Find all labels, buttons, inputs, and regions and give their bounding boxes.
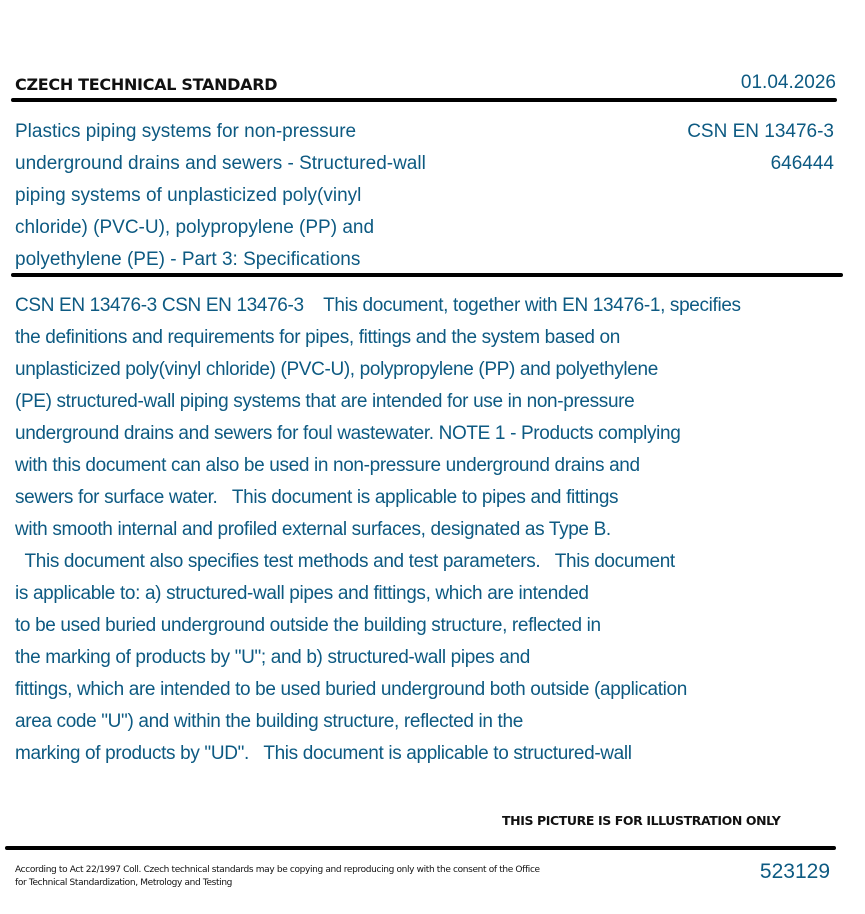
abstract-line: is applicable to: a) structured-wall pipes and fittings, which are intended bbox=[15, 583, 589, 604]
abstract-line: with smooth internal and profiled external surfaces, designated as Type B. bbox=[15, 519, 611, 540]
abstract-line: marking of products by "UD". This document is applicable to structured-wall bbox=[15, 743, 632, 764]
abstract-line: the definitions and requirements for pipes, fittings and the system based on bbox=[15, 327, 620, 348]
legal-line: According to Act 22/1997 Coll. Czech technical standards may be copying and reproducing only with the consent of the Office bbox=[15, 865, 540, 875]
header-divider bbox=[11, 98, 837, 102]
document-type-label: CZECH TECHNICAL STANDARD bbox=[15, 75, 278, 94]
title-line: chloride) (PVC-U), polypropylene (PP) and bbox=[15, 217, 375, 238]
legal-line: for Technical Standardization, Metrology and Testing bbox=[15, 878, 233, 888]
abstract-line: to be used buried underground outside the building structure, reflected in bbox=[15, 615, 601, 636]
title-line: polyethylene (PE) - Part 3: Specifications bbox=[15, 249, 361, 270]
abstract-line: area code "U") and within the building structure, reflected in the bbox=[15, 711, 523, 732]
catalog-number: 646444 bbox=[770, 153, 834, 174]
title-divider bbox=[11, 273, 843, 277]
title-line: Plastics piping systems for non-pressure bbox=[15, 121, 357, 142]
document-date: 01.04.2026 bbox=[740, 72, 836, 93]
abstract-line: This document also specifies test methods and test parameters. This document bbox=[15, 551, 675, 572]
abstract-line: CSN EN 13476-3 CSN EN 13476-3 This document, together with EN 13476-1, specifies bbox=[15, 295, 741, 316]
standard-meta bbox=[687, 116, 834, 180]
abstract-line: the marking of products by "U"; and b) structured-wall pipes and bbox=[15, 647, 530, 668]
abstract-line: with this document can also be used in non-pressure underground drains and bbox=[15, 455, 640, 476]
standard-number: CSN EN 13476-3 bbox=[687, 121, 834, 142]
abstract-line: underground drains and sewers for foul wastewater. NOTE 1 - Products complying bbox=[15, 423, 681, 444]
standard-title bbox=[15, 116, 495, 276]
legal-notice bbox=[15, 864, 540, 890]
abstract-text bbox=[15, 290, 865, 770]
footer-divider bbox=[5, 846, 836, 850]
abstract-line: unplasticized poly(vinyl chloride) (PVC-U), polypropylene (PP) and polyethylene bbox=[15, 359, 658, 380]
title-line: underground drains and sewers - Structured-wall bbox=[15, 153, 426, 174]
abstract-line: (PE) structured-wall piping systems that are intended for use in non-pressure bbox=[15, 391, 635, 412]
title-line: piping systems of unplasticized poly(vinyl bbox=[15, 185, 362, 206]
illustration-disclaimer: THIS PICTURE IS FOR ILLUSTRATION ONLY bbox=[502, 813, 781, 828]
footer-code: 523129 bbox=[759, 860, 830, 883]
abstract-line: sewers for surface water. This document is applicable to pipes and fittings bbox=[15, 487, 619, 508]
abstract-line: fittings, which are intended to be used buried underground both outside (application bbox=[15, 679, 687, 700]
